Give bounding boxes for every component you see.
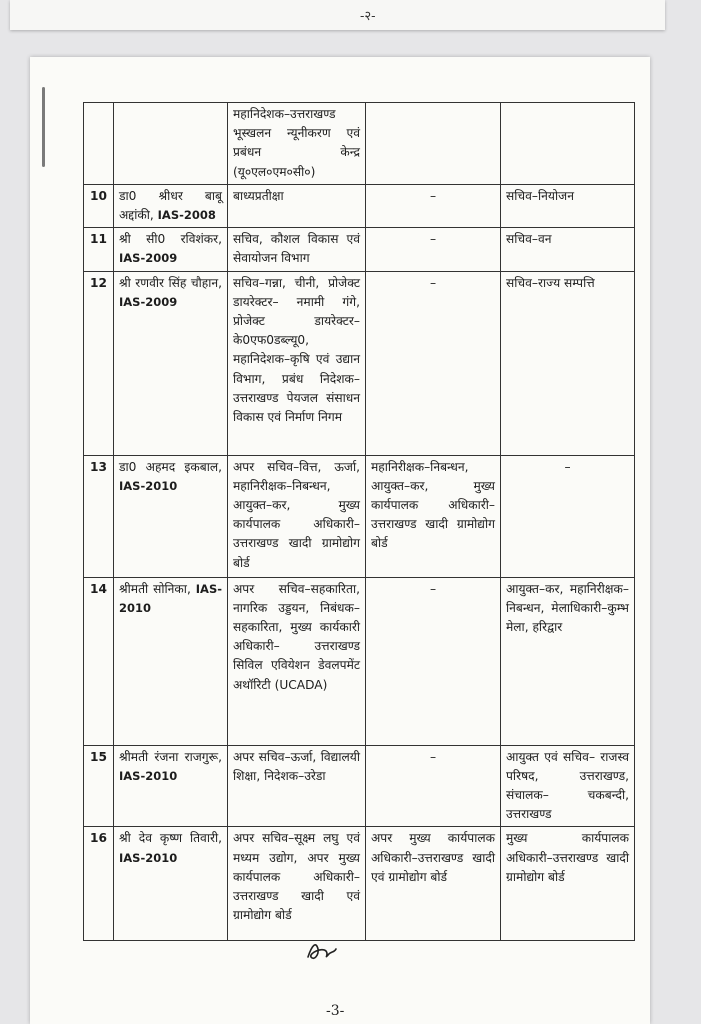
cell-name (114, 184, 228, 227)
signature (302, 935, 342, 965)
previous-page-strip (10, 0, 665, 30)
top-page-number: -२- (360, 9, 376, 24)
table-row (84, 745, 635, 827)
cell-current-post: अपर सचिव–सूक्ष्म लघु एवं मध्यम उद्योग, अपर मुख्य कार्यपालक अधिकारी–उत्तराखण्ड खादी एवं ग्रामोद्योग बोर्ड (228, 827, 366, 941)
cell-new-post: आयुक्त एवं सचिव– राजस्व परिषद, उत्तराखण्ड, संचालक– चकबन्दी, उत्तराखण्ड (501, 745, 635, 827)
officer-name: श्री सी0 रविशंकर, (119, 232, 222, 247)
cell-name (114, 103, 228, 185)
batch-label: IAS-2008 (157, 208, 216, 223)
transfer-table (83, 102, 635, 941)
cell-num: 15 (84, 745, 114, 827)
batch-label: IAS-2009 (119, 251, 178, 266)
officer-name: श्रीमती रंजना राजगुरू, (119, 749, 222, 764)
table-row (84, 577, 635, 745)
cell-removed-post: अपर मुख्य कार्यपालक अधिकारी–उत्तराखण्ड खादी एवं ग्रामोद्योग बोर्ड (366, 827, 501, 941)
cell-new-post: सचिव–नियोजन (501, 184, 635, 227)
batch-label: IAS-2010 (119, 850, 178, 865)
cell-new-post: आयुक्त–कर, महानिरीक्षक–निबन्धन, मेलाधिकारी–कुम्भ मेला, हरिद्वार (501, 577, 635, 745)
table-row (84, 455, 635, 577)
cell-num: 16 (84, 827, 114, 941)
cell-name (114, 577, 228, 745)
batch-label: IAS-2010 (119, 478, 178, 493)
cell-removed-post: महानिरीक्षक–निबन्धन, आयुक्त–कर, मुख्य कार्यपालक अधिकारी– उत्तराखण्ड खादी ग्रामोद्योग बोर्ड (366, 455, 501, 577)
cell-removed-post (366, 103, 501, 185)
cell-current-post: सचिव, कौशल विकास एवं सेवायोजन विभाग (228, 228, 366, 271)
cell-removed-post: – (366, 745, 501, 827)
cell-name (114, 455, 228, 577)
cell-name (114, 228, 228, 271)
cell-num: 14 (84, 577, 114, 745)
cell-name (114, 827, 228, 941)
officer-name: श्रीमती सोनिका, (119, 581, 191, 596)
cell-num: 10 (84, 184, 114, 227)
cell-current-post: अपर सचिव–सहकारिता, नागरिक उड्डयन, निबंधक–सहकारिता, मुख्य कार्यकारी अधिकारी– उत्तराखण्ड सिविल एवियेशन डेवलपमेंट अथॉरिटी (UCADA) (228, 577, 366, 745)
cell-current-post: अपर सचिव–वित्त, ऊर्जा, महानिरीक्षक–निबन्धन, आयुक्त–कर, मुख्य कार्यपालक अधिकारी– उत्तराखण्ड खादी ग्रामोद्योग बोर्ड (228, 455, 366, 577)
cell-removed-post: – (366, 271, 501, 455)
cell-new-post: मुख्य कार्यपालक अधिकारी–उत्तराखण्ड खादी ग्रामोद्योग बोर्ड (501, 827, 635, 941)
table-row (84, 271, 635, 455)
officer-name: श्री रणवीर सिंह चौहान, (119, 275, 222, 290)
cell-name (114, 271, 228, 455)
cell-num: 13 (84, 455, 114, 577)
officer-name: डा0 अहमद इकबाल, (119, 459, 222, 474)
table-row (84, 827, 635, 941)
batch-label: IAS-2010 (119, 581, 222, 615)
cell-removed-post: – (366, 577, 501, 745)
cell-current-post: बाध्यप्रतीक्षा (228, 184, 366, 227)
cell-current-post: महानिदेशक–उत्तराखण्ड भूस्खलन न्यूनीकरण एवं प्रबंधन केन्द्र (यू०एल०एम०सी०) (228, 103, 366, 185)
cell-num: 12 (84, 271, 114, 455)
cell-current-post: अपर सचिव–ऊर्जा, विद्यालयी शिक्षा, निदेशक–उरेडा (228, 745, 366, 827)
cell-new-post: सचिव–वन (501, 228, 635, 271)
table-row (84, 184, 635, 227)
cell-name (114, 745, 228, 827)
cell-num: 11 (84, 228, 114, 271)
cell-new-post (501, 103, 635, 185)
cell-num (84, 103, 114, 185)
punch-mark (42, 87, 45, 167)
cell-removed-post: – (366, 184, 501, 227)
cell-current-post: सचिव–गन्ना, चीनी, प्रोजेक्ट डायरेक्टर– नमामी गंगे, प्रोजेक्ट डायरेक्टर–के0एफ0डब्ल्यू0, महानिदेशक–कृषि एवं उद्यान विभाग, प्रबंध निदेशक–उत्तराखण्ड पेयजल संसाधन विकास एवं निर्माण निगम (228, 271, 366, 455)
cell-removed-post: – (366, 228, 501, 271)
officer-name: श्री देव कृष्ण तिवारी, (119, 831, 222, 846)
officer-name: डा0 श्रीधर बाबू अद्दांकी, (119, 188, 222, 223)
batch-label: IAS-2009 (119, 294, 178, 309)
bottom-page-number: -3- (326, 1003, 345, 1019)
table-row-continued (84, 103, 635, 185)
document-page (30, 57, 650, 1024)
table-row (84, 228, 635, 271)
batch-label: IAS-2010 (119, 768, 178, 783)
cell-new-post: सचिव–राज्य सम्पत्ति (501, 271, 635, 455)
cell-new-post: – (501, 455, 635, 577)
